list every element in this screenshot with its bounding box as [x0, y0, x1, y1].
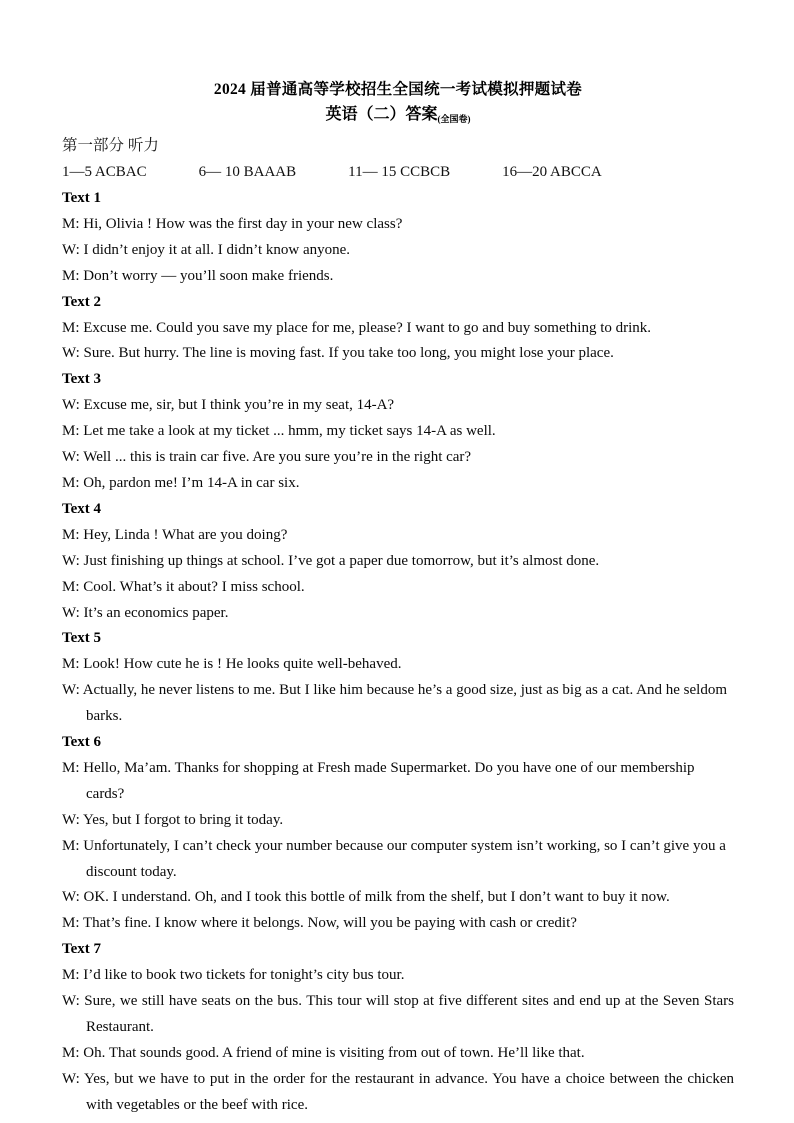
- dialogue-line: W: Yes, but I forgot to bring it today.: [62, 811, 284, 828]
- dialogue-line: M: Hey, Linda ! What are you doing?: [62, 526, 288, 543]
- subtitle-text: 英语（二）答案: [325, 106, 438, 123]
- transcript-heading: Text 5: [62, 630, 102, 647]
- dialogue-line: M: Oh, pardon me! I’m 14-A in car six.: [62, 474, 300, 491]
- dialogue-line: W: I didn’t enjoy it at all. I didn’t know anyone.: [62, 241, 351, 258]
- section-heading-listening: 第一部分 听力: [62, 137, 159, 154]
- subtitle-edition-note: (全国卷): [437, 114, 471, 124]
- dialogue-line: W: Sure, we still have seats on the bus. This tour will stop at five different sites and end up at the Seven Stars Restaurant.: [62, 993, 734, 1035]
- dialogue-line: M: Let me take a look at my ticket ... hmm, my ticket says 14-A as well.: [62, 423, 496, 440]
- dialogue-line: W: Excuse me, sir, but I think you’re in my seat, 14-A?: [62, 397, 395, 414]
- transcript-heading: Text 1: [62, 190, 102, 206]
- dialogue-line: M: Unfortunately, I can’t check your number because our computer system isn’t working, so I can’t give you a discount today.: [62, 837, 726, 880]
- document-title: 2024 届普通高等学校招生全国统一考试模拟押题试卷: [213, 81, 583, 98]
- transcript-block: [62, 186, 734, 290]
- transcript-heading: Text 4: [62, 500, 102, 517]
- listening-transcripts: [62, 186, 734, 1119]
- document-subtitle: [62, 102, 734, 132]
- transcript-block: [62, 497, 734, 627]
- transcript-block: [62, 626, 734, 730]
- dialogue-line: W: Just finishing up things at school. I’ve got a paper due tomorrow, but it’s almost done.: [62, 552, 600, 569]
- dialogue-line: M: That’s fine. I know where it belongs. Now, will you be paying with cash or credit?: [62, 915, 577, 932]
- dialogue-line: M: Excuse me. Could you save my place for me, please? I want to go and buy something to drink.: [62, 319, 652, 336]
- transcript-heading: Text 3: [62, 371, 102, 388]
- dialogue-line: M: Look! How cute he is ! He looks quite well-behaved.: [62, 656, 402, 673]
- dialogue-line: M: Cool. What’s it about? I miss school.: [62, 578, 305, 595]
- transcript-heading: Text 2: [62, 293, 102, 310]
- dialogue-line: M: Don’t worry — you’ll soon make friends.: [62, 267, 334, 284]
- transcript-block: [62, 290, 734, 368]
- dialogue-line: M: Hi, Olivia ! How was the first day in your new class?: [62, 215, 403, 232]
- answer-group-11-15: 11— 15 CCBCB: [348, 164, 451, 180]
- transcript-heading: Text 6: [62, 734, 102, 751]
- dialogue-line: W: OK. I understand. Oh, and I took this bottle of milk from the shelf, but I don’t want to buy it now.: [62, 889, 670, 906]
- answer-group-6-10: 6— 10 BAAAB: [198, 164, 297, 180]
- dialogue-line: M: Oh. That sounds good. A friend of mine is visiting from out of town. He’ll like that.: [62, 1044, 585, 1061]
- transcript-block: [62, 937, 734, 1118]
- dialogue-line: W: Actually, he never listens to me. But I like him because he’s a good size, just as big as a cat. And he seldom barks.: [62, 682, 727, 725]
- transcript-block: [62, 730, 734, 937]
- transcript-block: [62, 367, 734, 497]
- answer-group-1-5: 1—5 ACBAC: [62, 164, 147, 180]
- answer-group-16-20: 16—20 ABCCA: [502, 164, 602, 180]
- transcript-heading: Text 7: [62, 941, 102, 958]
- dialogue-line: W: Sure. But hurry. The line is moving fast. If you take too long, you might lose your place.: [62, 345, 614, 362]
- answer-key-row: [62, 159, 734, 186]
- dialogue-line: M: Hello, Ma’am. Thanks for shopping at Fresh made Supermarket. Do you have one of our membership cards?: [62, 759, 695, 802]
- dialogue-line: W: Well ... this is train car five. Are you sure you’re in the right car?: [62, 449, 472, 466]
- dialogue-line: W: It’s an economics paper.: [62, 604, 229, 621]
- dialogue-line: W: Yes, but we have to put in the order for the restaurant in advance. You have a choice between the chicken with vegetables or the beef with rice.: [62, 1070, 734, 1113]
- dialogue-line: M: I’d like to book two tickets for tonight’s city bus tour.: [62, 967, 405, 984]
